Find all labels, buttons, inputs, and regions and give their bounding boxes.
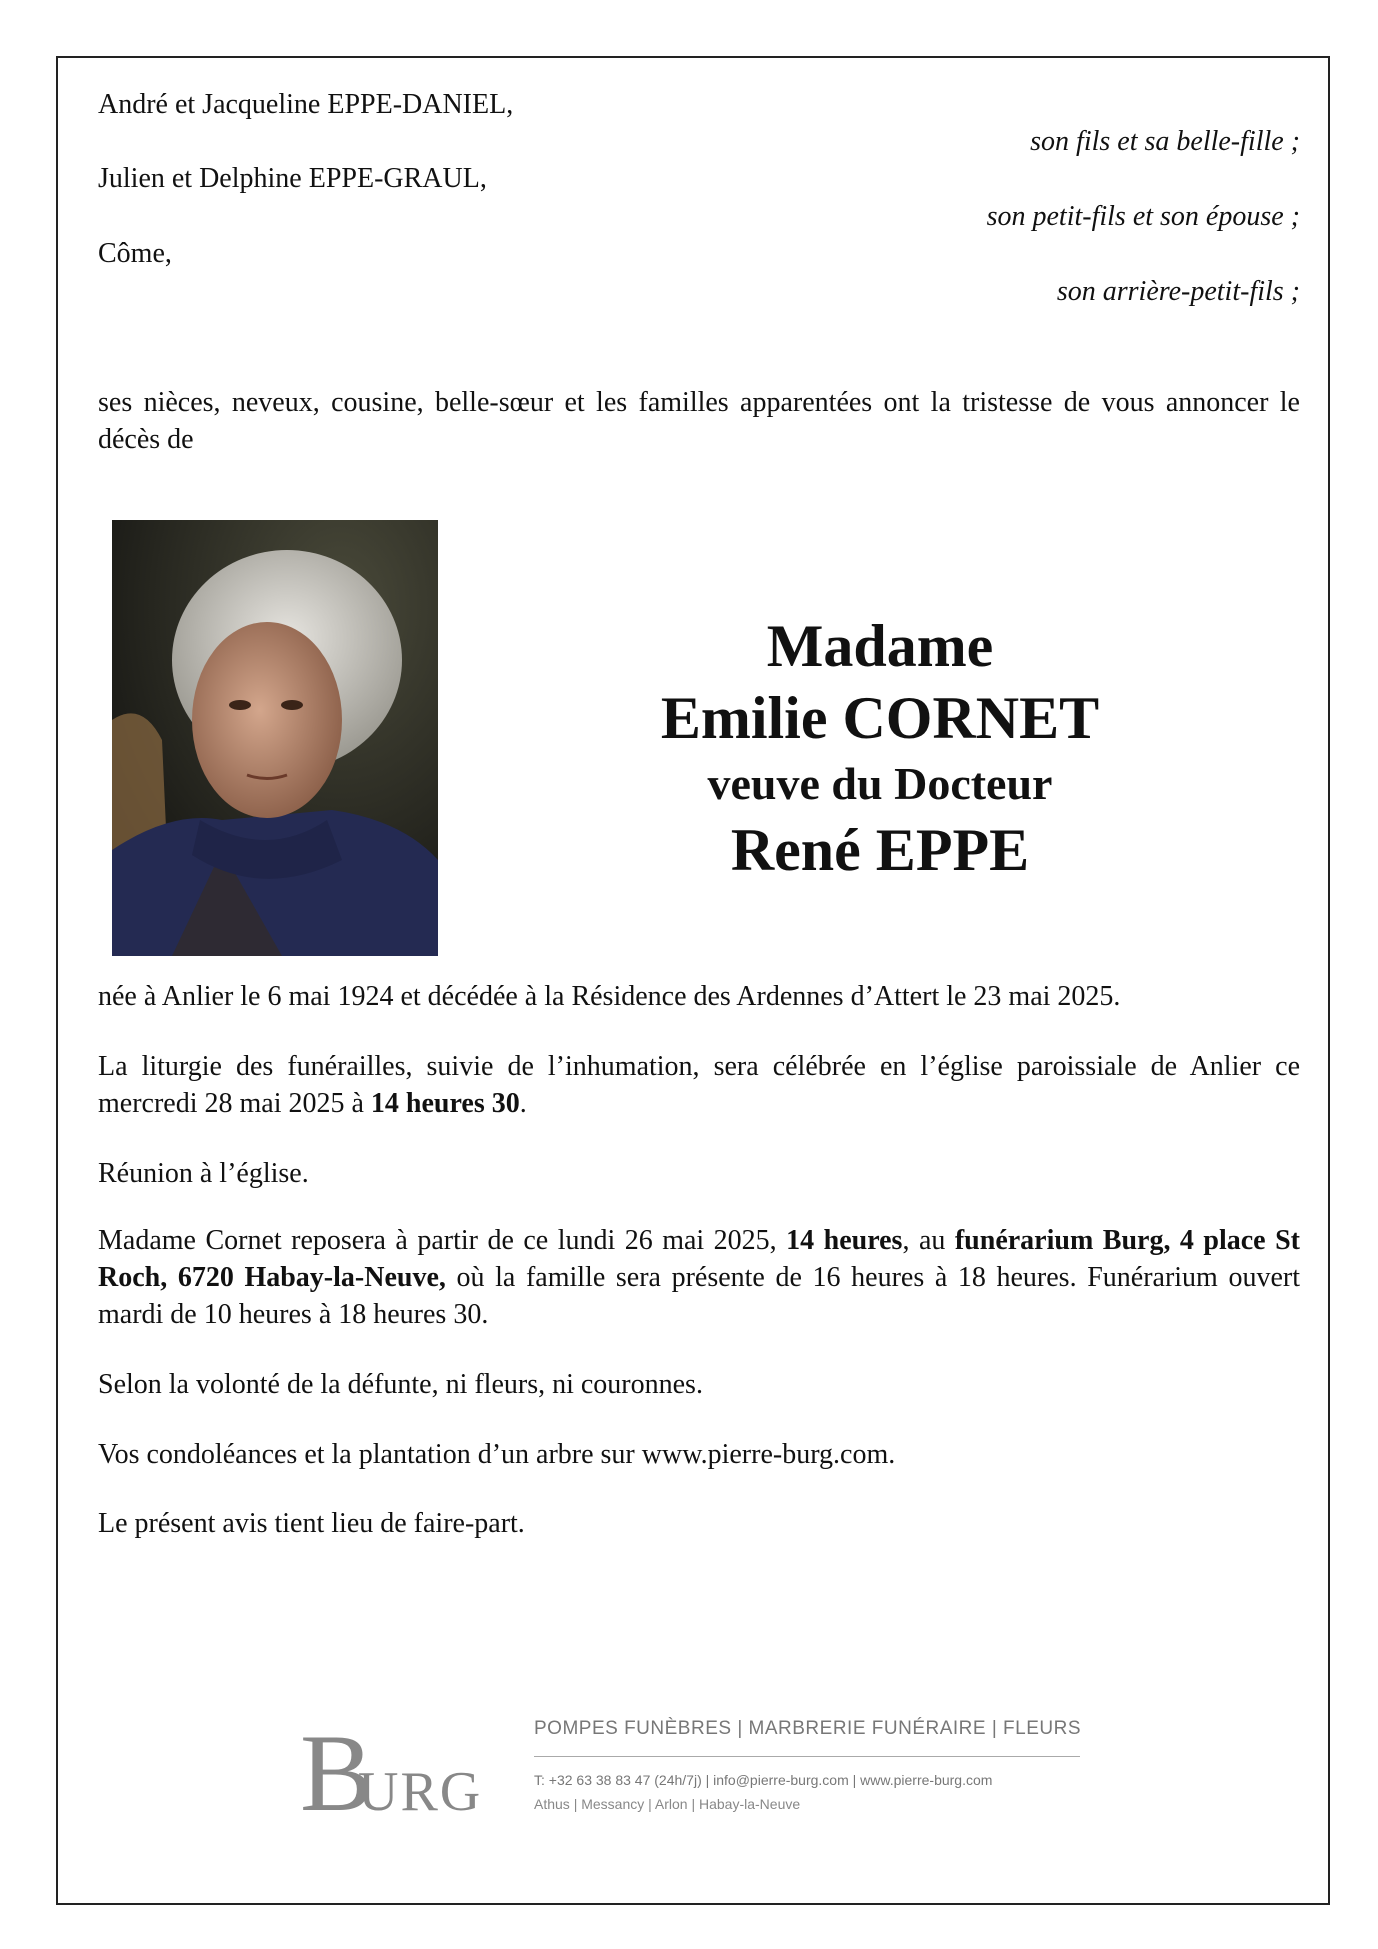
reposing-text-3: où la famille sera présente de 16 heures à 18 heures. Funérarium ouvert mardi de 10 heures à 18 heures 30.	[98, 1262, 1300, 1330]
liturgy-paragraph	[98, 1048, 1300, 1122]
burg-logo	[300, 1718, 490, 1818]
intro-text: ses nièces, neveux, cousine, belle-sœur et les familles apparentées ont la tristesse de vous annoncer le décès de	[98, 387, 1300, 455]
husband-name: René EPPE	[730, 817, 1030, 883]
meeting-text: Réunion à l’église.	[98, 1158, 309, 1189]
family-name-1: André et Jacqueline EPPE-DANIEL,	[98, 89, 514, 120]
reposing-paragraph	[98, 1222, 1300, 1333]
logo-b-letter: B	[300, 1718, 374, 1818]
widow-line: veuve du Docteur	[707, 758, 1053, 809]
family-name-2: Julien et Delphine EPPE-GRAUL,	[98, 163, 487, 194]
reposing-time: 14 heures	[786, 1225, 903, 1256]
footer-cities: Athus | Messancy | Arlon | Habay-la-Neuve	[534, 1796, 801, 1812]
reposing-place: funérarium Burg, 4 place St Roch, 6720 Habay-la-Neuve,	[98, 1225, 1300, 1293]
family-relation-1: son fils et sa belle-fille ;	[1030, 126, 1300, 157]
footer-divider	[534, 1756, 1080, 1757]
birth-death-text: née à Anlier le 6 mai 1924 et décédée à la Résidence des Ardennes d’Attert le 23 mai 2025.	[98, 981, 1121, 1012]
family-name-3: Côme,	[98, 238, 172, 269]
portrait-photo	[112, 520, 438, 956]
footer-contact: T: +32 63 38 83 47 (24h/7j) | info@pierre-burg.com | www.pierre-burg.com	[534, 1772, 993, 1788]
condolences-text: Vos condoléances et la plantation d’un arbre sur www.pierre-burg.com.	[98, 1439, 896, 1470]
portrait-illustration	[112, 520, 438, 956]
logo-urg-letters: URG	[358, 1761, 483, 1818]
wish-text: Selon la volonté de la défunte, ni fleurs, ni couronnes.	[98, 1369, 703, 1400]
reposing-text-2: , au	[902, 1225, 955, 1256]
family-relation-2: son petit-fils et son épouse ;	[986, 201, 1300, 232]
footer-tagline: POMPES FUNÈBRES | MARBRERIE FUNÉRAIRE | FLEURS	[534, 1718, 1082, 1739]
reposing-text-1: Madame Cornet reposera à partir de ce lundi 26 mai 2025,	[98, 1225, 787, 1256]
liturgy-end: .	[519, 1088, 527, 1119]
family-relation-3: son arrière-petit-fils ;	[1056, 276, 1300, 307]
liturgy-text: La liturgie des funérailles, suivie de l’inhumation, sera célébrée en l’église paroissiale de Anlier ce mercredi 28 mai 2025 à	[98, 1051, 1300, 1119]
deceased-title: Madame	[766, 613, 994, 679]
deceased-name: Emilie CORNET	[660, 685, 1100, 751]
footer	[300, 1718, 1100, 1838]
liturgy-time: 14 heures 30	[370, 1088, 520, 1119]
notice-text: Le présent avis tient lieu de faire-part.	[98, 1508, 525, 1539]
deceased-name-block	[560, 610, 1200, 886]
